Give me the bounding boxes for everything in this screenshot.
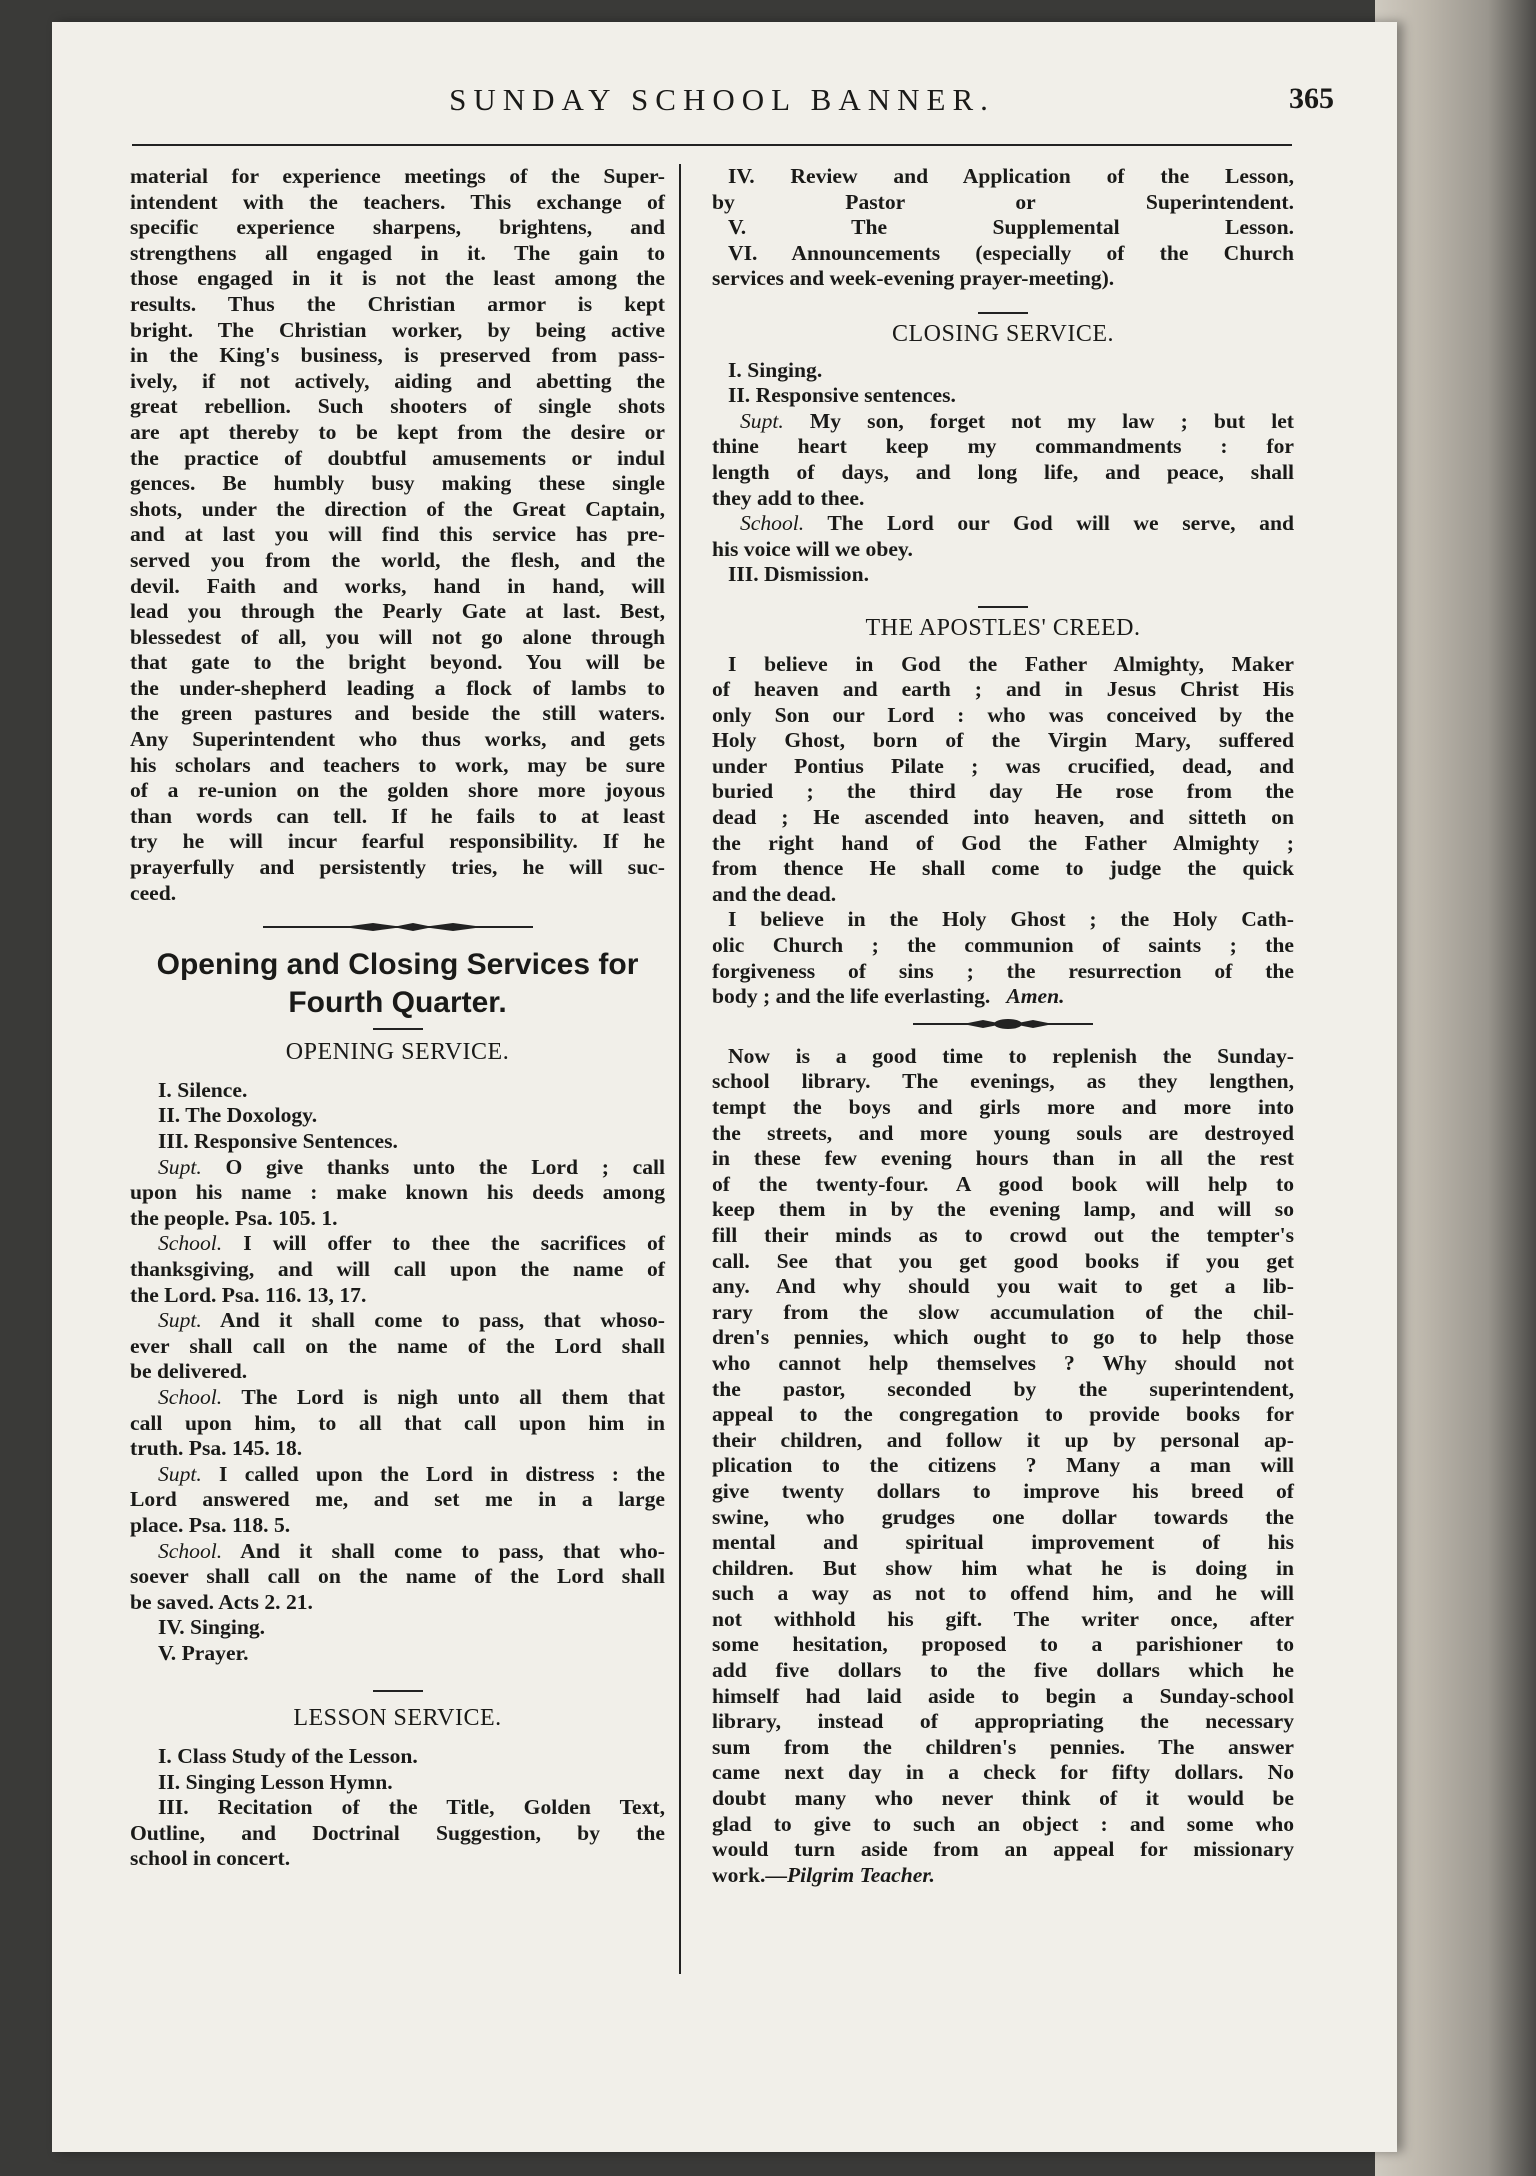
text-line: that gate to the bright beyond. You will be: [130, 650, 665, 675]
text-line: plication to the citizens ? Many a man will: [712, 1453, 1294, 1478]
text-line: such a way as not to offend him, and he will: [712, 1581, 1294, 1606]
response-line: upon his name : make known his deeds among: [130, 1180, 665, 1205]
intro-paragraph: [130, 164, 665, 906]
creed-text: olic Church ; the communion of saints ; the: [712, 933, 1294, 958]
text-line: than words can tell. If he fails to at least: [130, 803, 665, 828]
service-item: III. Responsive Sentences.: [158, 1129, 398, 1153]
speaker-label: Supt.: [158, 1308, 202, 1333]
response-line: Lord answered me, and set me in a large: [130, 1487, 665, 1512]
service-item: II. The Doxology.: [158, 1103, 318, 1128]
response-first-line: [130, 1385, 665, 1411]
opening-items-after: [130, 1615, 665, 1666]
speaker-label: Supt.: [740, 408, 784, 433]
text-line: IV. Review and Application of the Lesson,: [728, 164, 1294, 188]
text-line: sum from the children's pennies. The answer: [712, 1734, 1294, 1759]
services-title-line-2: Fourth Quarter.: [288, 986, 507, 1020]
text-line: lead you through the Pearly Gate at last. Best,: [130, 599, 665, 624]
text-line: intendent with the teachers. This exchange of: [130, 189, 665, 214]
responsive-sentence: [712, 409, 1294, 511]
response-first-line: [130, 1462, 665, 1488]
text-line: swine, who grudges one dollar towards the: [712, 1504, 1294, 1529]
text-line: Holy Ghost, born of the Virgin Mary, suffered: [712, 728, 1294, 753]
ornamental-divider: [913, 1018, 1093, 1030]
text-line: tempt the boys and girls more and more into: [712, 1095, 1294, 1119]
text-line: library, instead of appropriating the necessary: [712, 1709, 1294, 1734]
text-line: who cannot help themselves ? Why should not: [712, 1350, 1294, 1375]
response-first-line: [130, 1155, 665, 1181]
response-line: ever shall call on the name of the Lord shall: [130, 1333, 665, 1358]
page-header: [132, 82, 1334, 132]
speaker-label: School.: [740, 511, 805, 536]
book-page: [52, 22, 1397, 2152]
text-line: keep them in by the evening lamp, and will so: [712, 1197, 1294, 1222]
response-line: place. Psa. 118. 5.: [130, 1512, 291, 1537]
text-line: dead ; He ascended into heaven, and sitteth on: [712, 805, 1294, 830]
text-line: served you from the world, the flesh, and the: [130, 547, 665, 572]
response-line: truth. Psa. 145. 18.: [130, 1436, 303, 1461]
text-line: Now is a good time to replenish the Sunday-: [728, 1043, 1294, 1068]
response-first-line: [130, 1539, 665, 1565]
response-text: And it shall come to pass, that who-: [222, 1538, 665, 1563]
response-text: I called upon the Lord in distress : the: [201, 1461, 665, 1486]
text-line: add five dollars to the five dollars which he: [712, 1658, 1294, 1683]
service-item: I. Class Study of the Lesson.: [158, 1744, 418, 1769]
text-line: shots, under the direction of the Great Captain,: [130, 496, 665, 521]
text-line: not withhold his gift. The writer once, after: [712, 1606, 1294, 1631]
response-line: thanksgiving, and will call upon the name of: [130, 1256, 665, 1281]
speaker-label: Supt.: [158, 1461, 202, 1486]
text-line: V. The Supplemental Lesson.: [728, 215, 1294, 240]
response-text: I will offer to thee the sacrifices of: [222, 1231, 665, 1256]
responsive-sentence: [130, 1462, 665, 1539]
response-first-line: [712, 409, 1294, 435]
response-text: The Lord is nigh unto all them that: [222, 1384, 665, 1409]
responsive-sentence: [130, 1231, 665, 1308]
text-line: the pastor, seconded by the superintendent,: [712, 1376, 1294, 1401]
text-line: only Son our Lord : who was conceived by the: [712, 702, 1294, 727]
running-title: SUNDAY SCHOOL BANNER.: [449, 82, 995, 117]
right-column: [712, 164, 1294, 1888]
service-item: V. Prayer.: [158, 1640, 249, 1665]
text-line: give twenty dollars to improve his breed of: [712, 1478, 1294, 1503]
text-line: doubt many who never think of it would be: [712, 1786, 1294, 1811]
text-line: buried ; the third day He rose from the: [712, 779, 1294, 804]
text-line: services and week-evening prayer-meeting).: [712, 266, 1115, 291]
responsive-sentence: [130, 1539, 665, 1616]
creed-text: body ; and the life everlasting.: [712, 984, 991, 1009]
text-line: the right hand of God the Father Almighty ;: [712, 830, 1294, 855]
text-line: call. See that you get good books if you get: [712, 1248, 1294, 1273]
speaker-label: School.: [158, 1538, 223, 1563]
text-line: and at last you will find this service has pre-: [130, 522, 665, 547]
text-line: appeal to the congregation to provide books for: [712, 1402, 1294, 1427]
left-column: [130, 164, 665, 1872]
text-line: from thence He shall come to judge the quick: [712, 856, 1294, 881]
text-line: the streets, and more young souls are destroyed: [712, 1120, 1294, 1145]
ornamental-divider: [263, 920, 533, 934]
library-attribution: Pilgrim Teacher.: [786, 1862, 935, 1887]
text-line: his scholars and teachers to work, may be sure: [130, 752, 665, 777]
creed-paragraph-2: [712, 907, 1294, 1009]
text-line: [712, 959, 1294, 985]
text-line: dren's pennies, which ought to go to help those: [712, 1325, 1294, 1350]
response-text: The Lord our God will we serve, and: [804, 511, 1294, 536]
text-line: the under-shepherd leading a flock of lambs to: [130, 675, 665, 700]
text-line: are apt thereby to be kept from the desire or: [130, 419, 665, 444]
service-item: I. Silence.: [158, 1077, 248, 1102]
closing-responses: [712, 409, 1294, 563]
text-line: of the twenty-four. A good book will help to: [712, 1171, 1294, 1196]
column-divider: [679, 164, 681, 1974]
response-line: length of days, and long life, and peace, shall: [712, 459, 1294, 484]
text-line: school library. The evenings, as they lengthen,: [712, 1069, 1294, 1094]
lesson-service-continued: [712, 164, 1294, 292]
response-line: thine heart keep my commandments : for: [712, 434, 1294, 459]
service-item: I. Singing.: [728, 357, 823, 382]
text-line: in the King's business, is preserved from pass-: [130, 343, 665, 368]
text-line: mental and spiritual improvement of his: [712, 1530, 1294, 1555]
library-paragraph: [712, 1044, 1294, 1889]
text-line: himself had laid aside to begin a Sunday-school: [712, 1683, 1294, 1708]
text-line: came next day in a check for fifty dollars. No: [712, 1760, 1294, 1785]
text-line: school in concert.: [130, 1846, 291, 1871]
response-text: My son, forget not my law ; but let: [783, 408, 1294, 433]
scan-background-edge: [1375, 0, 1536, 2176]
services-title-line-1: Opening and Closing Services for: [156, 948, 639, 982]
response-line: the people. Psa. 105. 1.: [130, 1205, 338, 1230]
text-line: would turn aside from an appeal for missionary: [712, 1837, 1294, 1862]
text-line: and the dead.: [712, 881, 837, 906]
closing-items: [712, 358, 1294, 409]
text-line: the practice of doubtful amusements or indul: [130, 445, 665, 470]
text-line: under Pontius Pilate ; was crucified, dead, and: [712, 753, 1294, 778]
response-text: O give thanks unto the Lord ; call: [201, 1154, 665, 1179]
creed-paragraph-1: [712, 652, 1294, 908]
service-item: II. Singing Lesson Hymn.: [158, 1769, 393, 1794]
text-line: any. And why should you wait to get a lib-: [712, 1274, 1294, 1299]
text-line: ceed.: [130, 880, 177, 905]
text-line: ively, if not actively, aiding and abetting the: [130, 368, 665, 393]
text-line: of a re-union on the golden shore more joyous: [130, 778, 665, 803]
text-line: prayerfully and persistently tries, he will suc-: [130, 855, 665, 880]
opening-responses: [130, 1155, 665, 1616]
text-line: specific experience sharpens, brightens, and: [130, 215, 665, 240]
response-line: call upon him, to all that call upon him in: [130, 1410, 665, 1435]
creed-heading: THE APOSTLES' CREED.: [865, 614, 1141, 641]
text-line: of heaven and earth ; and in Jesus Christ His: [712, 677, 1294, 702]
response-line: his voice will we obey.: [712, 536, 913, 561]
text-line: devil. Faith and works, hand in hand, will: [130, 573, 665, 598]
text-line: try he will incur fearful responsibility. If he: [130, 829, 665, 854]
response-first-line: [712, 511, 1294, 537]
creed-amen: Amen.: [1006, 984, 1065, 1009]
responsive-sentence: [130, 1308, 665, 1385]
closing-item-3: III. Dismission.: [728, 562, 870, 587]
text-line: [712, 933, 1294, 959]
response-line: be saved. Acts 2. 21.: [130, 1589, 313, 1614]
text-line: children. But show him what he is doing in: [712, 1555, 1294, 1580]
text-line: III. Recitation of the Title, Golden Text,: [158, 1795, 665, 1820]
text-line: Outline, and Doctrinal Suggestion, by the: [130, 1820, 665, 1845]
text-line: results. Thus the Christian armor is kept: [130, 291, 665, 316]
lesson-service-heading: LESSON SERVICE.: [293, 1705, 502, 1732]
text-line: gences. Be humbly busy making these single: [130, 471, 665, 496]
text-line: rary from the slow accumulation of the chil-: [712, 1299, 1294, 1324]
text-line: by Pastor or Superintendent.: [712, 189, 1294, 214]
text-line: [712, 984, 1294, 1010]
service-item: IV. Singing.: [158, 1615, 266, 1640]
lesson-items: [130, 1744, 665, 1795]
page-number: 365: [1289, 82, 1334, 115]
opening-items: [130, 1078, 665, 1155]
library-text-end: work.—: [712, 1862, 787, 1887]
response-line: they add to thee.: [712, 485, 865, 510]
text-line: the green pastures and beside the still waters.: [130, 701, 665, 726]
text-line: their children, and follow it up by personal ap-: [712, 1427, 1294, 1452]
response-line: soever shall call on the name of the Lord shall: [130, 1564, 665, 1589]
response-text: And it shall come to pass, that whoso-: [201, 1308, 665, 1333]
text-line: VI. Announcements (especially of the Church: [728, 240, 1294, 265]
text-line: fill their minds as to crowd out the tempter's: [712, 1222, 1294, 1247]
creed-text: forgiveness of sins ; the resurrection of the: [712, 958, 1294, 983]
text-line: [712, 907, 1294, 933]
text-line: I believe in God the Father Almighty, Maker: [728, 651, 1294, 676]
text-line: in these few evening hours than in all the rest: [712, 1146, 1294, 1171]
text-line: glad to give to such an object : and some who: [712, 1811, 1294, 1836]
text-line: Any Superintendent who thus works, and gets: [130, 727, 665, 752]
responsive-sentence: [130, 1155, 665, 1232]
speaker-label: Supt.: [158, 1154, 202, 1179]
header-rule: [132, 144, 1292, 146]
responsive-sentence: [712, 511, 1294, 562]
speaker-label: School.: [158, 1231, 223, 1256]
speaker-label: School.: [158, 1384, 223, 1409]
response-line: be delivered.: [130, 1359, 248, 1384]
text-line: strengthens all engaged in it. The gain to: [130, 240, 665, 265]
opening-service-heading: OPENING SERVICE.: [285, 1039, 510, 1066]
text-line: those engaged in it is not the least among the: [130, 266, 665, 291]
library-last-line: [712, 1863, 1294, 1889]
text-line: blessedest of all, you will not go alone through: [130, 624, 665, 649]
lesson-item-3: [130, 1795, 665, 1872]
service-item: II. Responsive sentences.: [728, 383, 956, 408]
response-line: the Lord. Psa. 116. 13, 17.: [130, 1282, 367, 1307]
closing-service-heading: CLOSING SERVICE.: [891, 320, 1115, 347]
creed-text: I believe in the Holy Ghost ; the Holy Cath-: [728, 907, 1294, 932]
responsive-sentence: [130, 1385, 665, 1462]
text-line: bright. The Christian worker, by being active: [130, 317, 665, 342]
text-line: some hesitation, proposed to a parishioner to: [712, 1632, 1294, 1657]
response-first-line: [130, 1231, 665, 1257]
text-line: great rebellion. Such shooters of single shots: [130, 394, 665, 419]
text-line: material for experience meetings of the Super-: [130, 164, 665, 188]
response-first-line: [130, 1308, 665, 1334]
